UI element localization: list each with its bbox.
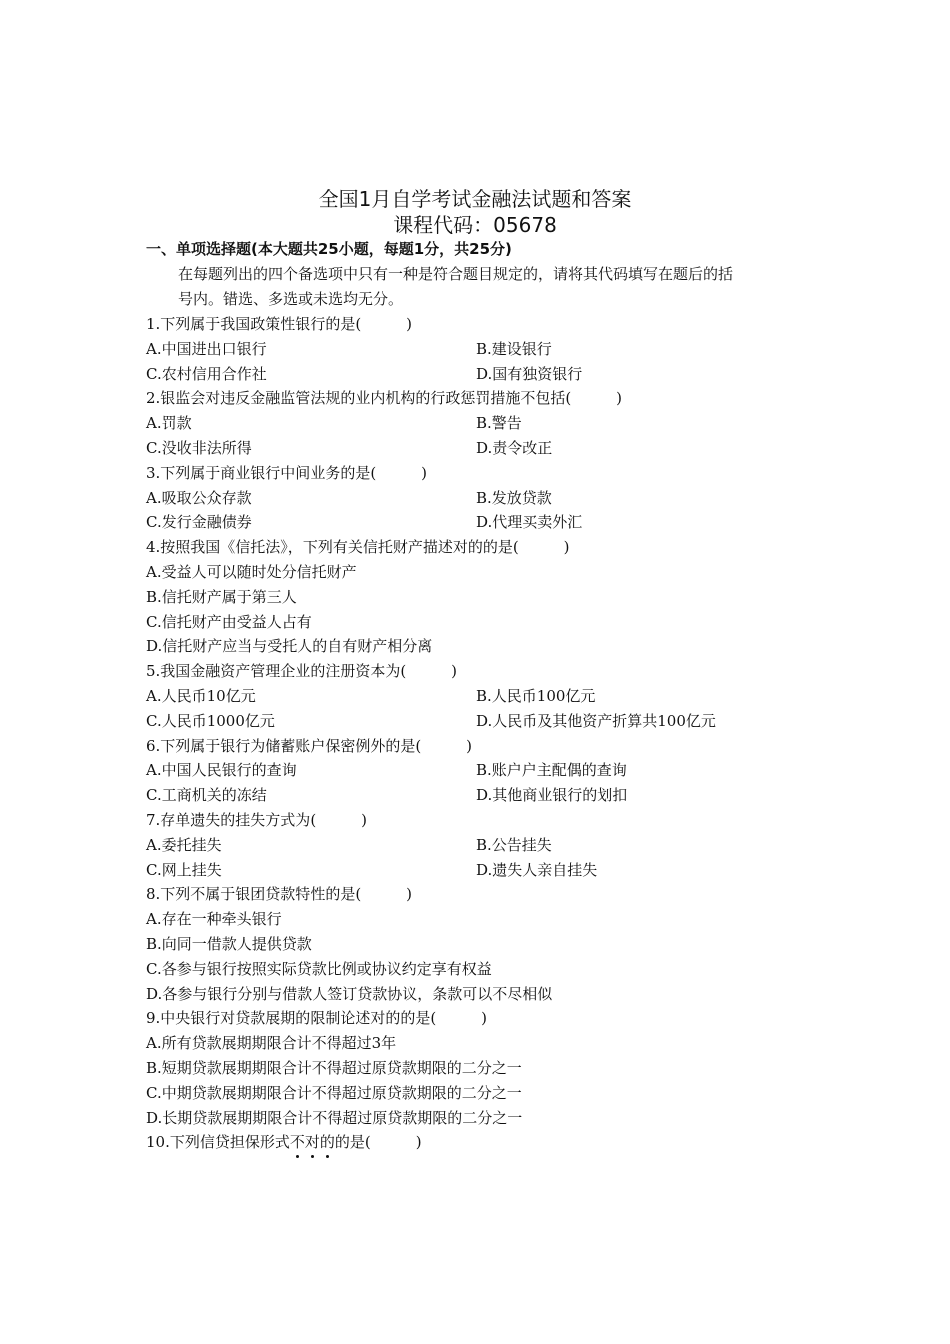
- option-a: A.罚款: [146, 414, 192, 433]
- question-2-stem: 2.银监会对违反金融监管法规的业内机构的行政惩罚措施不包括( ): [146, 389, 623, 408]
- option-d: D.其他商业银行的划扣: [476, 786, 628, 805]
- option-row: [146, 858, 846, 883]
- option-c: C.信托财产由受益人占有: [146, 612, 312, 631]
- option-d: D.遗失人亲自挂失: [476, 860, 598, 879]
- option-c: C.农村信用合作社: [146, 364, 267, 383]
- option-row: [146, 510, 846, 535]
- option-a: A.所有贷款展期期限合计不得超过3年: [146, 1034, 397, 1053]
- option-c: C.工商机关的冻结: [146, 786, 267, 805]
- option-a: A.受益人可以随时处分信托财产: [146, 562, 357, 581]
- option-b: B.人民币100亿元: [476, 686, 596, 705]
- instructions-line-2: 号内。错选、多选或未选均无分。: [178, 290, 404, 308]
- option-d: D.长期贷款展期期限合计不得超过原贷款期限的二分之一: [146, 1108, 523, 1127]
- option-b: B.发放贷款: [476, 488, 552, 507]
- option-c: C.网上挂失: [146, 860, 222, 879]
- course-code: 课程代码：05678: [393, 213, 557, 237]
- instructions-line-1: 在每题列出的四个备选项中只有一种是符合题目规定的，请将其代码填写在题后的括: [178, 265, 734, 283]
- option-c: C.人民币1000亿元: [146, 711, 275, 730]
- option-c: C.发行金融债券: [146, 513, 252, 532]
- question-10-stem: [146, 1130, 846, 1155]
- option-row: [146, 709, 846, 734]
- option-d: D.代理买卖外汇: [476, 513, 583, 532]
- question-7-stem: 7.存单遗失的挂失方式为( ): [146, 810, 368, 829]
- question-stem-text: 的是( ): [334, 1133, 422, 1152]
- exam-title: 全国1月自学考试金融法试题和答案: [318, 187, 632, 211]
- option-b: B.短期贷款展期期限合计不得超过原贷款期限的二分之一: [146, 1058, 522, 1077]
- option-d: D.责令改正: [476, 438, 553, 457]
- question-stem-text: 10.下列信贷担保形式: [146, 1133, 290, 1152]
- question-3-stem: 3.下列属于商业银行中间业务的是( ): [146, 463, 428, 482]
- option-a: A.吸取公众存款: [146, 488, 252, 507]
- option-d: D.国有独资银行: [476, 364, 583, 383]
- question-list: [146, 312, 846, 1155]
- emphasis-dotted-text: 不对的: [290, 1133, 335, 1151]
- option-c: C.中期贷款展期期限合计不得超过原贷款期限的二分之一: [146, 1083, 522, 1102]
- option-b: B.建设银行: [476, 339, 552, 358]
- option-a: A.委托挂失: [146, 835, 222, 854]
- option-a: A.中国人民银行的查询: [146, 761, 297, 780]
- option-row: [146, 362, 846, 387]
- option-row: [146, 684, 846, 709]
- option-c: C.各参与银行按照实际贷款比例或协议约定享有权益: [146, 959, 492, 978]
- option-a: A.存在一种牵头银行: [146, 910, 282, 929]
- question-5-stem: 5.我国金融资产管理企业的注册资本为( ): [146, 662, 458, 681]
- option-b: B.信托财产属于第三人: [146, 587, 297, 606]
- option-row: [146, 758, 846, 783]
- option-row: [146, 436, 846, 461]
- option-row: [146, 783, 846, 808]
- option-b: B.向同一借款人提供贷款: [146, 934, 312, 953]
- question-6-stem: 6.下列属于银行为储蓄账户保密例外的是( ): [146, 736, 473, 755]
- question-4-stem: 4.按照我国《信托法》，下列有关信托财产描述对的的是( ): [146, 538, 570, 557]
- option-d: D.各参与银行分别与借款人签订贷款协议，条款可以不尽相似: [146, 984, 553, 1003]
- question-1-stem: 1.下列属于我国政策性银行的是( ): [146, 315, 413, 333]
- option-d: D.人民币及其他资产折算共100亿元: [476, 711, 716, 730]
- option-row: [146, 337, 846, 362]
- option-row: [146, 833, 846, 858]
- question-9-stem: 9.中央银行对贷款展期的限制论述对的的是( ): [146, 1009, 488, 1028]
- option-b: B.公告挂失: [476, 835, 552, 854]
- option-d: D.信托财产应当与受托人的自有财产相分离: [146, 637, 433, 656]
- option-row: [146, 486, 846, 511]
- option-row: [146, 411, 846, 436]
- option-c: C.没收非法所得: [146, 438, 252, 457]
- option-b: B.账户户主配偶的查询: [476, 761, 627, 780]
- option-a: A.人民币10亿元: [146, 686, 256, 705]
- option-b: B.警告: [476, 414, 522, 433]
- section-heading: 一、单项选择题(本大题共25小题，每题1分，共25分): [146, 240, 512, 258]
- option-a: A.中国进出口银行: [146, 339, 267, 358]
- question-8-stem: 8.下列不属于银团贷款特性的是( ): [146, 885, 413, 904]
